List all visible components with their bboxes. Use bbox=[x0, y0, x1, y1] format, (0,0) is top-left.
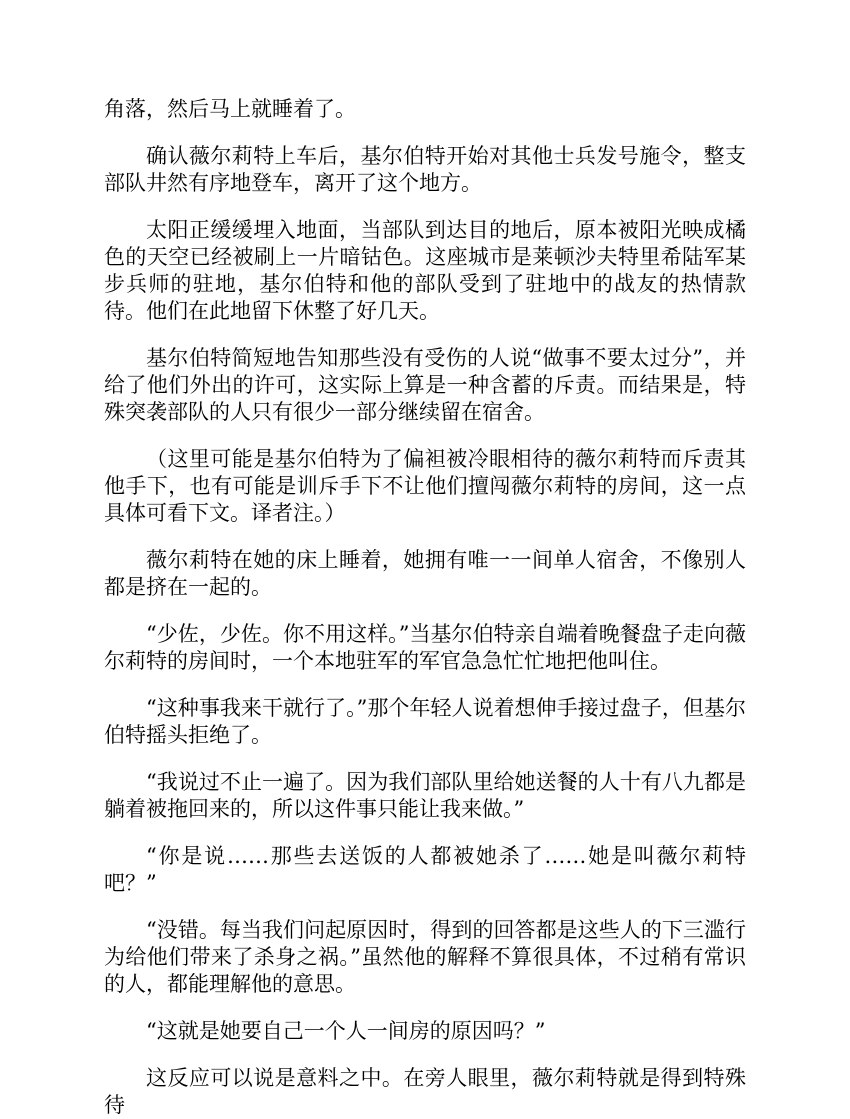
paragraph: 角落，然后马上就睡着了。 bbox=[104, 97, 356, 121]
paragraph: “这种事我来干就行了。”那个年轻人说着想伸手接过盘子，但基尔伯特摇头拒绝了。 bbox=[104, 696, 746, 747]
paragraph: 这反应可以说是意料之中。在旁人眼里，薇尔莉特就是得到特殊待 bbox=[104, 1066, 746, 1117]
paragraph: 薇尔莉特在她的床上睡着，她拥有唯一一间单人宿舍，不像别人都是挤在一起的。 bbox=[104, 548, 746, 599]
paragraph: 太阳正缓缓埋入地面，当部队到达目的地后，原本被阳光映成橘色的天空已经被刷上一片暗钴色。这座城市是莱顿沙夫特里希陆军某步兵师的驻地，基尔伯特和他的部队受到了驻地中的战友的热情款待。他们在此地留下休整了好几天。 bbox=[104, 218, 746, 323]
paragraph: “没错。每当我们问起原因时，得到的回答都是这些人的下三滥行为给他们带来了杀身之祸。”虽然他的解释不算很具体，不过稍有常识的人，都能理解他的意思。 bbox=[104, 918, 746, 996]
translator-note-paragraph: （这里可能是基尔伯特为了偏袒被冷眼相待的薇尔莉特而斥责其他手下，也有可能是训斥手下不让他们擅闯薇尔莉特的房间，这一点具体可看下文。译者注。） bbox=[104, 447, 746, 525]
paragraph: 确认薇尔莉特上车后，基尔伯特开始对其他士兵发号施令，整支部队井然有序地登车，离开了这个地方。 bbox=[104, 144, 746, 195]
paragraph: “少佐，少佐。你不用这样。”当基尔伯特亲自端着晚餐盘子走向薇尔莉特的房间时，一个本地驻军的军官急急忙忙地把他叫住。 bbox=[104, 622, 746, 673]
paragraph: “这就是她要自己一个人一间房的原因吗？” bbox=[146, 1019, 546, 1043]
paragraph: “我说过不止一遍了。因为我们部队里给她送餐的人十有八九都是躺着被拖回来的，所以这件事只能让我来做。” bbox=[104, 770, 746, 821]
paragraph: 基尔伯特简短地告知那些没有受伤的人说“做事不要太过分”，并给了他们外出的许可，这实际上算是一种含蓄的斥责。而结果是，特殊突袭部队的人只有很少一部分继续留在宿舍。 bbox=[104, 346, 746, 424]
paragraph: “你是说……那些去送饭的人都被她杀了……她是叫薇尔莉特吧？” bbox=[104, 844, 746, 895]
